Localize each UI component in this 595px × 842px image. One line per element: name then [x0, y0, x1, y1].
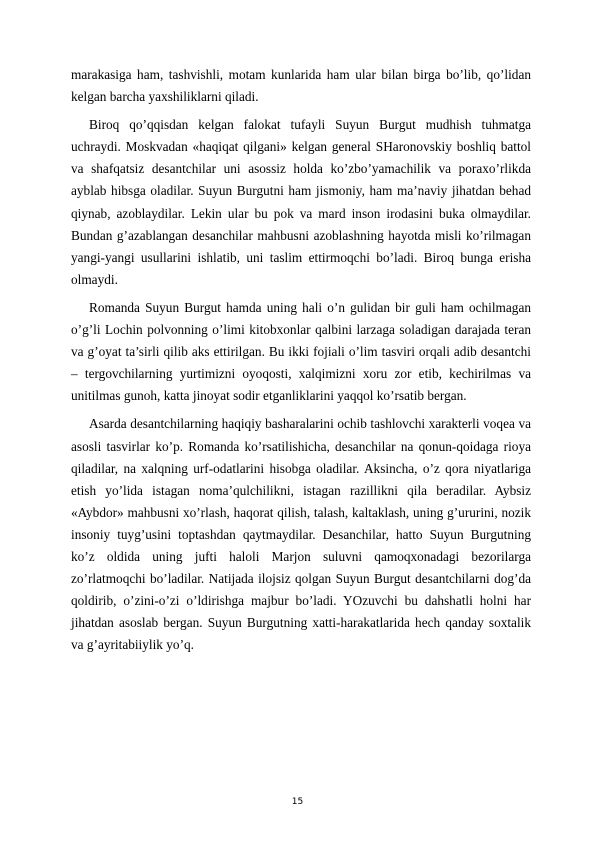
document-body [71, 64, 531, 662]
paragraph-2: Biroq qo’qqisdan kelgan falokat tufayli Suyun Burgut mudhish tuhmatga uchraydi. Moskvadan «haqiqat qilgani» kelgan general SHaronovskiy boshliq battol va shafqatsiz desantchilar uni asossiz holda ko’zbo’yamachilik va poraxo’rlikda ayblab hibsga oladilar. Suyun Burgutni ham jismoniy, ham ma’naviy jihatdan behad qiynab, azoblaydilar. Lekin ular bu pok va mard inson irodasini buka olmaydilar. Bundan g’azablangan desanchilar mahbusni azoblashning hayotda misli ko’rilmagan yangi-yangi usullarini ishlatib, uni taslim ettirmoqchi bo’ladi. Biroq bunga erisha olmaydi. [71, 117, 531, 287]
page-number: 15 [291, 797, 304, 807]
paragraph-1: marakasiga ham, tashvishli, motam kunlarida ham ular bilan birga bo’lib, qo’lidan kelgan barcha yaxshiliklarni qiladi. [71, 67, 531, 105]
paragraph-3: Romanda Suyun Burgut hamda uning hali o’n gulidan bir guli ham ochilmagan o’g’li Lochin polvonning o’limi kitobxonlar qalbini larzaga soladigan darajada teran va g’oyat ta’sirli qilib aks ettirilgan. Bu ikki fojiali o’lim tasviri orqali adib desantchi – tergovchilarning yurtimizni oyoqosti, xalqimizni xoru zor etib, kechirilmas va unitilmas gunoh, katta jinoyat sodir etganliklarini yaqqol ko’rsatib bergan. [71, 299, 531, 404]
paragraph-4: Asarda desantchilarning haqiqiy basharalarini ochib tashlovchi xarakterli voqea va asosli tasvirlar ko’p. Romanda ko’rsatilishicha, desanchilar na qonun-qoidaga rioya qiladilar, na xalqning urf-odatlarini hisobga oladilar. Aksincha, o’z qora niyatlariga etish yo’lida istagan noma’qulchilikni, istagan razillikni qila beradilar. Aybsiz «Aybdor» mahbusni xo’rlash, haqorat qilish, talash, kaltaklash, uning g’ururini, nozik insoniy tuyg’usini toptashdan qaytmaydilar. Desanchilar, hatto Suyun Burgutning ko’z oldida uning jufti haloli Marjon suluvni qamoqxonadagi bezorilarga zo’rlatmoqchi bo’ladilar. Natijada ilojsiz qolgan Suyun Burgut desantchilarni dog’da qoldirib, o’zini-o’zi o’ldirishga majbur bo’ladi. YOzuvchi bu dahshatli holni har jihatdan asoslab bergan. Suyun Burgutning xatti-harakatlarida hech qanday soxtalik va g’ayritabiiylik yo’q. [71, 416, 531, 653]
